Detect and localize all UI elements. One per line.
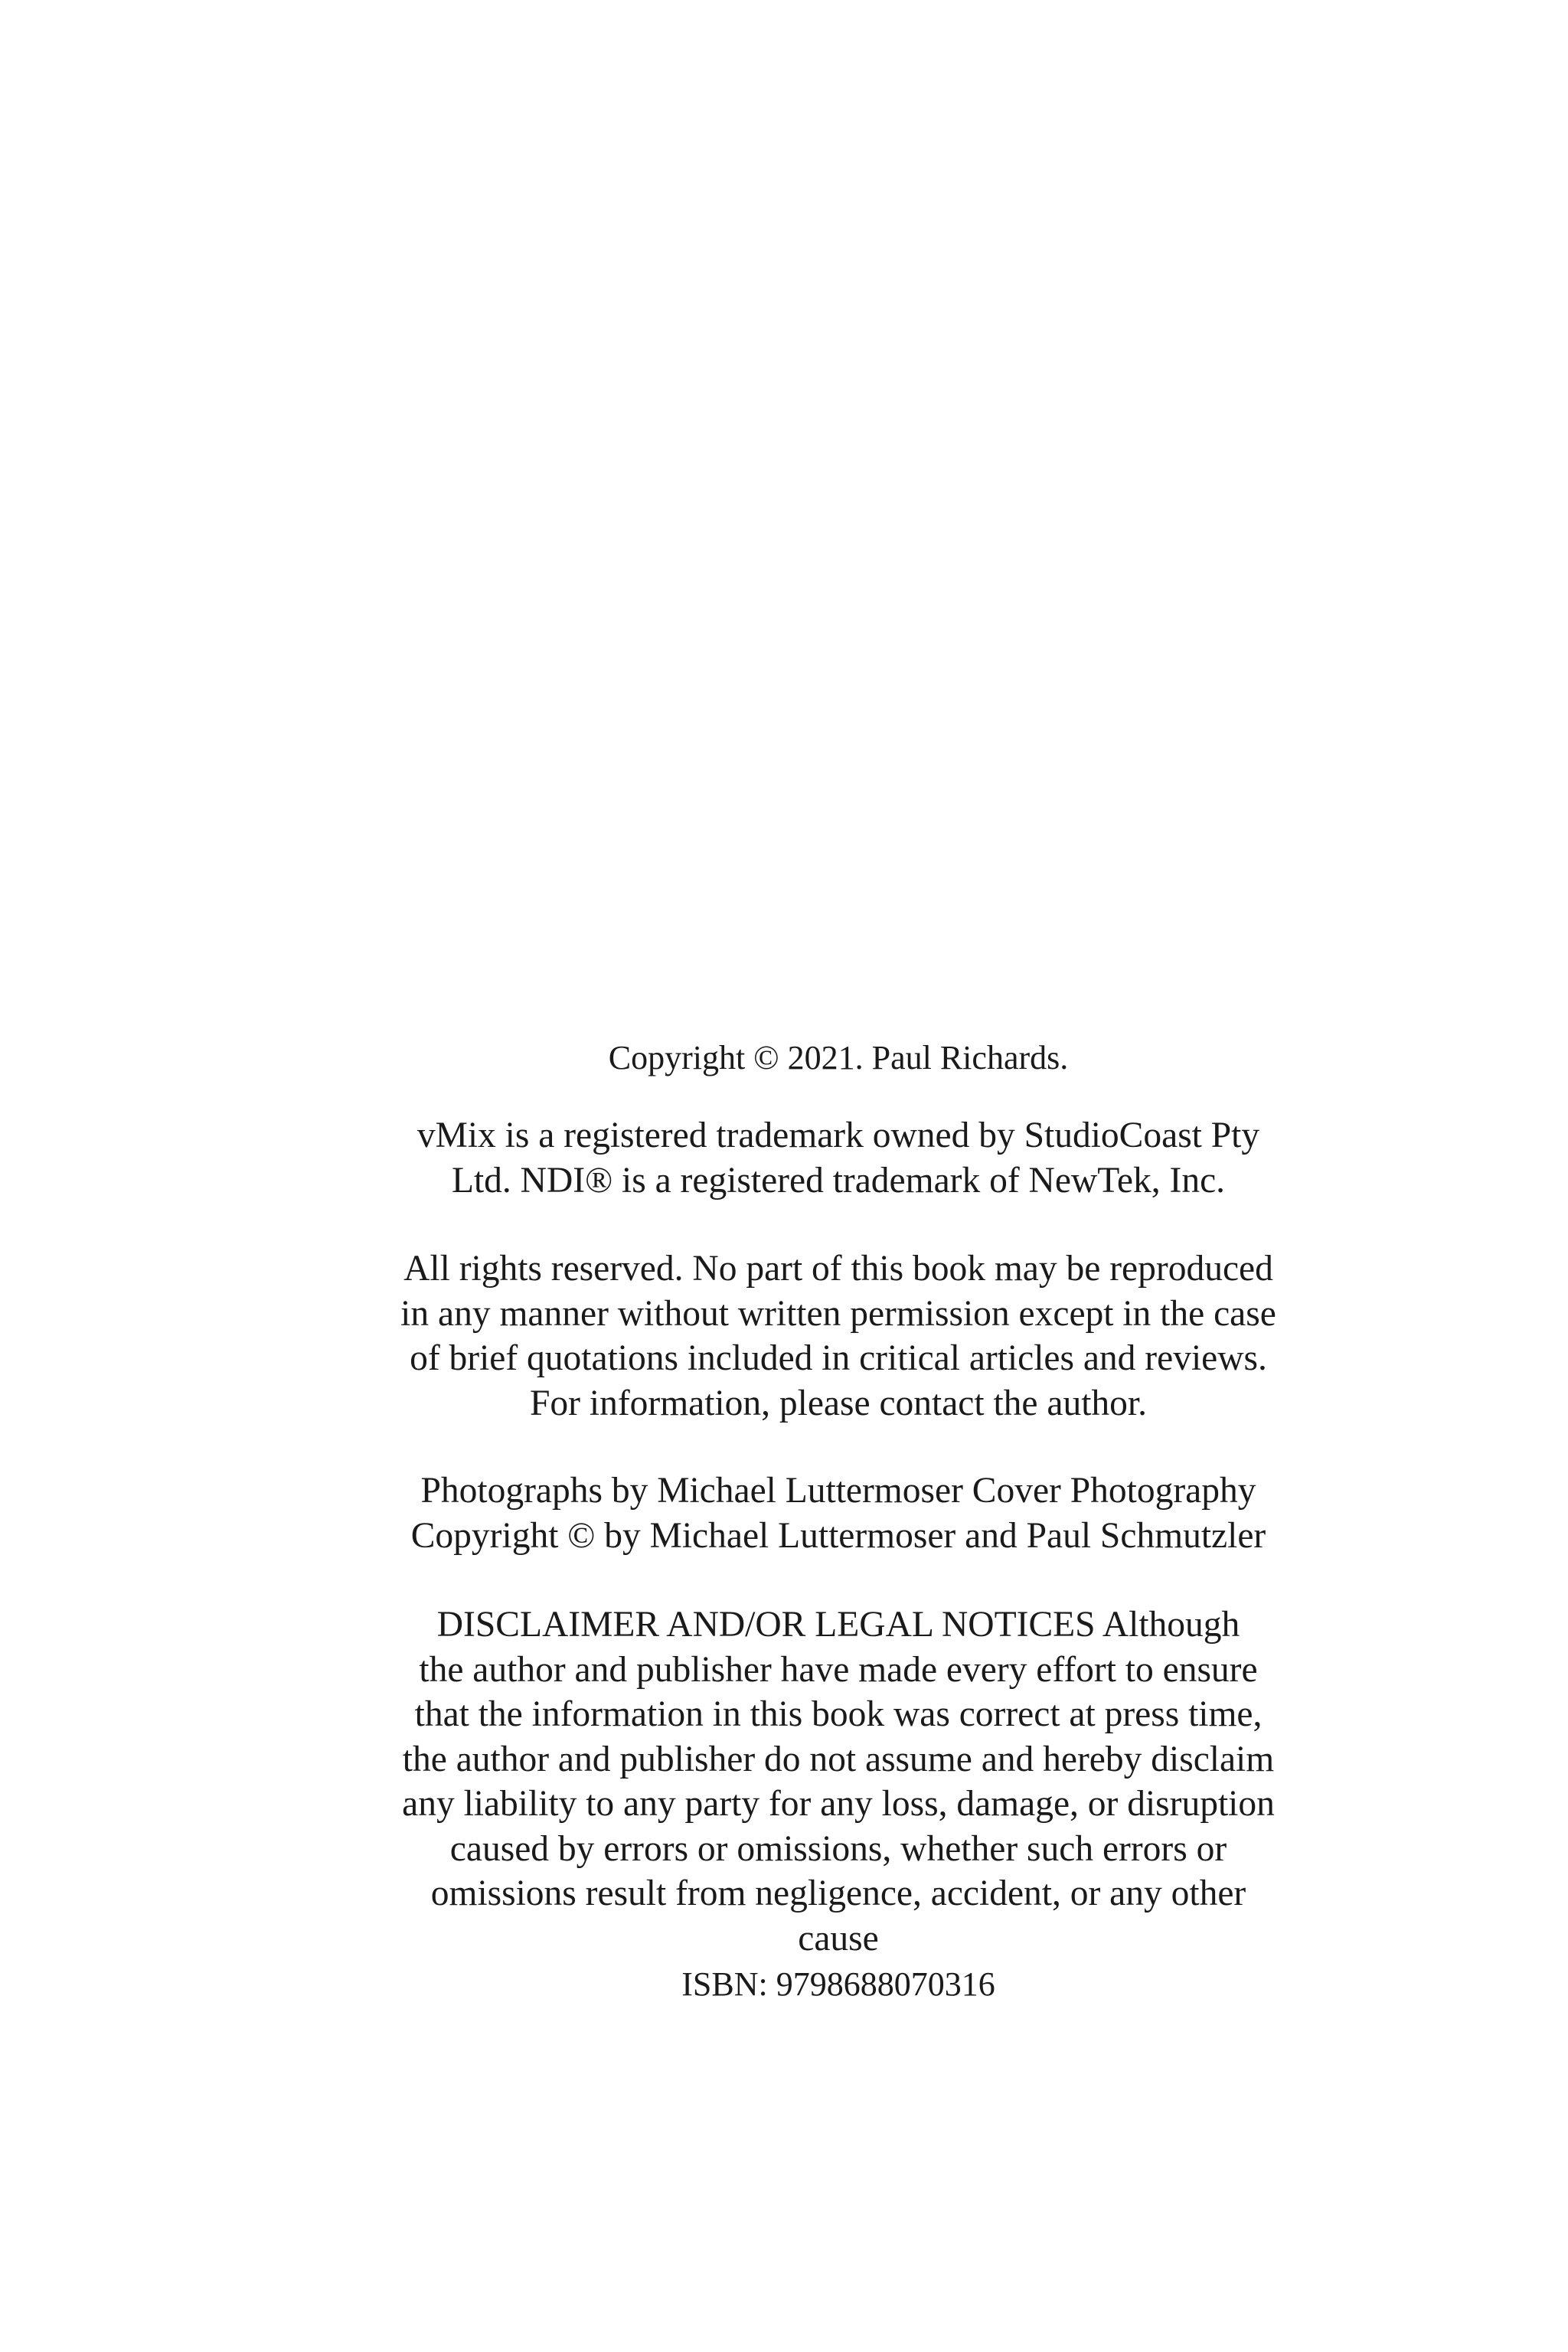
- rights-line-2: in any manner without written permission except in the case: [400, 1293, 1276, 1334]
- photo-line-2: Copyright © by Michael Luttermoser and Paul Schmutzler: [410, 1515, 1266, 1556]
- disclaimer-line-4: the author and publisher do not assume and hereby disclaim: [402, 1739, 1275, 1779]
- isbn-line: ISBN: 9798688070316: [681, 1965, 995, 2003]
- rights-line-4: For information, please contact the author.: [530, 1383, 1147, 1423]
- disclaimer-line-6: caused by errors or omissions, whether such errors or: [449, 1828, 1227, 1869]
- disclaimer-line-7: omissions result from negligence, accident, or any other: [430, 1873, 1246, 1913]
- trademark-line-2: Ltd. NDI® is a registered trademark of NewTek, Inc.: [451, 1160, 1226, 1200]
- copyright-line: Copyright © 2021. Paul Richards.: [608, 1039, 1069, 1076]
- photo-credits: [337, 1468, 1340, 1558]
- rights-notice: [337, 1246, 1340, 1426]
- legal-disclaimer: [337, 1602, 1340, 1961]
- copyright-notice: [337, 1036, 1340, 1080]
- trademark-line-1: vMix is a registered trademark owned by StudioCoast Pty: [416, 1116, 1260, 1155]
- rights-line-1: All rights reserved. No part of this book may be reproduced: [403, 1249, 1273, 1289]
- disclaimer-line-1: DISCLAIMER AND/OR LEGAL NOTICES Although: [436, 1605, 1240, 1645]
- rights-line-3: of brief quotations included in critical articles and reviews.: [410, 1338, 1267, 1378]
- disclaimer-line-3: that the information in this book was correct at press time,: [414, 1694, 1263, 1734]
- disclaimer-line-5: any liability to any party for any loss, damage, or disruption: [402, 1784, 1275, 1824]
- isbn: [337, 1962, 1340, 2007]
- trademark-notice: [337, 1113, 1340, 1203]
- disclaimer-line-2: the author and publisher have made every effort to ensure: [419, 1649, 1258, 1690]
- photo-line-1: Photographs by Michael Luttermoser Cover Photography: [420, 1471, 1256, 1511]
- disclaimer-line-8: cause: [798, 1918, 879, 1958]
